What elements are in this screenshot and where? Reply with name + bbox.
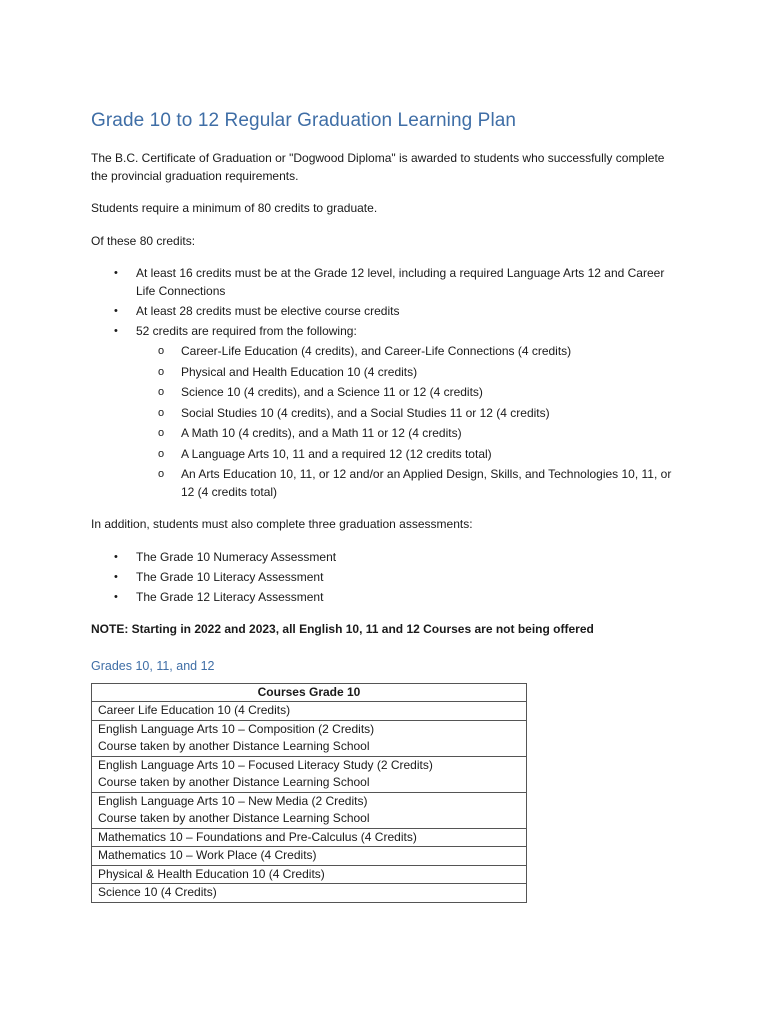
course-name: Mathematics 10 – Work Place (4 Credits)	[98, 848, 317, 862]
sub-list-item-text: Physical and Health Education 10 (4 credits)	[181, 364, 418, 379]
table-row	[92, 792, 527, 828]
sub-list-item-text: Science 10 (4 credits), and a Science 11 or 12 (4 credits)	[181, 385, 483, 399]
list-item-text: 52 credits are required from the following:	[136, 323, 357, 338]
course-note: Course taken by another Distance Learning School	[98, 739, 370, 753]
bullet-icon: •	[114, 550, 118, 563]
assessments-intro-paragraph: In addition, students must also complete three graduation assessments:	[91, 517, 473, 531]
table-row	[92, 756, 527, 792]
sub-list-item	[136, 384, 681, 402]
sub-list-item	[136, 466, 681, 501]
table-row	[92, 865, 527, 884]
circle-bullet-icon: o	[158, 386, 165, 398]
circle-bullet-icon: o	[158, 427, 165, 439]
table-cell	[92, 756, 527, 792]
list-item	[91, 549, 681, 567]
bullet-icon: •	[114, 324, 118, 337]
document-page	[91, 110, 681, 903]
note-paragraph: NOTE: Starting in 2022 and 2023, all English 10, 11 and 12 Courses are not being offered	[91, 622, 594, 636]
bullet-icon: •	[114, 304, 118, 317]
table-row	[92, 720, 527, 756]
bullet-icon: •	[114, 590, 118, 603]
table-header-row	[92, 683, 527, 702]
sub-list-item-text: An Arts Education 10, 11, or 12 and/or an Applied Design, Skills, and Technologies 10, 11, or 12 (4 credits total)	[181, 467, 672, 499]
sub-list-item-text: Social Studies 10 (4 credits), and a Social Studies 11 or 12 (4 credits)	[181, 405, 550, 420]
table-row	[92, 702, 527, 721]
table-cell	[92, 884, 527, 903]
list-item-text: The Grade 10 Literacy Assessment	[136, 569, 324, 584]
list-item	[91, 265, 681, 300]
table-cell	[92, 792, 527, 828]
grades-heading: Grades 10, 11, and 12	[91, 658, 215, 673]
circle-bullet-icon: o	[158, 406, 165, 419]
table-cell	[92, 720, 527, 756]
courses-table-body	[92, 702, 527, 903]
circle-bullet-icon: o	[158, 447, 165, 460]
course-name: Career Life Education 10 (4 Credits)	[98, 703, 291, 717]
course-name: English Language Arts 10 – Composition (2 Credits)	[98, 721, 375, 736]
sub-list-item	[136, 446, 681, 464]
course-name: English Language Arts 10 – New Media (2 Credits)	[98, 793, 368, 808]
list-item	[91, 303, 681, 321]
list-item	[91, 589, 681, 607]
sub-list-item	[136, 364, 681, 382]
course-name: Science 10 (4 Credits)	[98, 885, 217, 899]
table-cell	[92, 702, 527, 721]
table-cell	[92, 865, 527, 884]
table-row	[92, 884, 527, 903]
list-item-text: At least 28 credits must be elective course credits	[136, 303, 400, 318]
course-name: English Language Arts 10 – Focused Literacy Study (2 Credits)	[98, 757, 433, 772]
list-item	[91, 323, 681, 502]
table-row	[92, 847, 527, 866]
table-header: Courses Grade 10	[92, 683, 527, 702]
circle-bullet-icon: o	[158, 345, 165, 357]
table-cell	[92, 847, 527, 866]
sub-list-item-text: A Language Arts 10, 11 and a required 12 (12 credits total)	[181, 446, 492, 461]
table-cell	[92, 828, 527, 847]
list-item	[91, 569, 681, 587]
sub-list-item	[136, 425, 681, 443]
page-title: Grade 10 to 12 Regular Graduation Learning Plan	[91, 110, 517, 131]
sub-list-item-text: A Math 10 (4 credits), and a Math 11 or 12 (4 credits)	[181, 426, 462, 440]
circle-bullet-icon: o	[158, 365, 165, 378]
assessments-list	[91, 549, 681, 607]
sub-list-item	[136, 405, 681, 423]
sub-list-item-text: Career-Life Education (4 credits), and Career-Life Connections (4 credits)	[181, 344, 572, 358]
list-item-text: The Grade 10 Numeracy Assessment	[136, 549, 337, 564]
list-item-text: At least 16 credits must be at the Grade 12 level, including a required Language Arts 12 and Career Life Connections	[136, 266, 665, 298]
course-name: Physical & Health Education 10 (4 Credits)	[98, 866, 325, 881]
bullet-icon: •	[114, 267, 118, 279]
course-note: Course taken by another Distance Learning School	[98, 811, 370, 825]
credit-requirements-list	[91, 265, 681, 501]
sub-list-item	[136, 343, 681, 361]
list-item-text: The Grade 12 Literacy Assessment	[136, 589, 324, 604]
of-these-paragraph: Of these 80 credits:	[91, 233, 196, 248]
circle-bullet-icon: o	[158, 468, 165, 480]
min-credits-paragraph: Students require a minimum of 80 credits to graduate.	[91, 201, 378, 215]
table-row	[92, 828, 527, 847]
bullet-icon: •	[114, 570, 118, 583]
course-note: Course taken by another Distance Learning School	[98, 775, 370, 789]
courses-table	[91, 683, 527, 903]
course-name: Mathematics 10 – Foundations and Pre-Calculus (4 Credits)	[98, 829, 417, 844]
intro-paragraph: The B.C. Certificate of Graduation or "Dogwood Diploma" is awarded to students who successfully complete the provincial graduation requirements.	[91, 151, 665, 183]
required-credits-sublist	[136, 343, 681, 501]
